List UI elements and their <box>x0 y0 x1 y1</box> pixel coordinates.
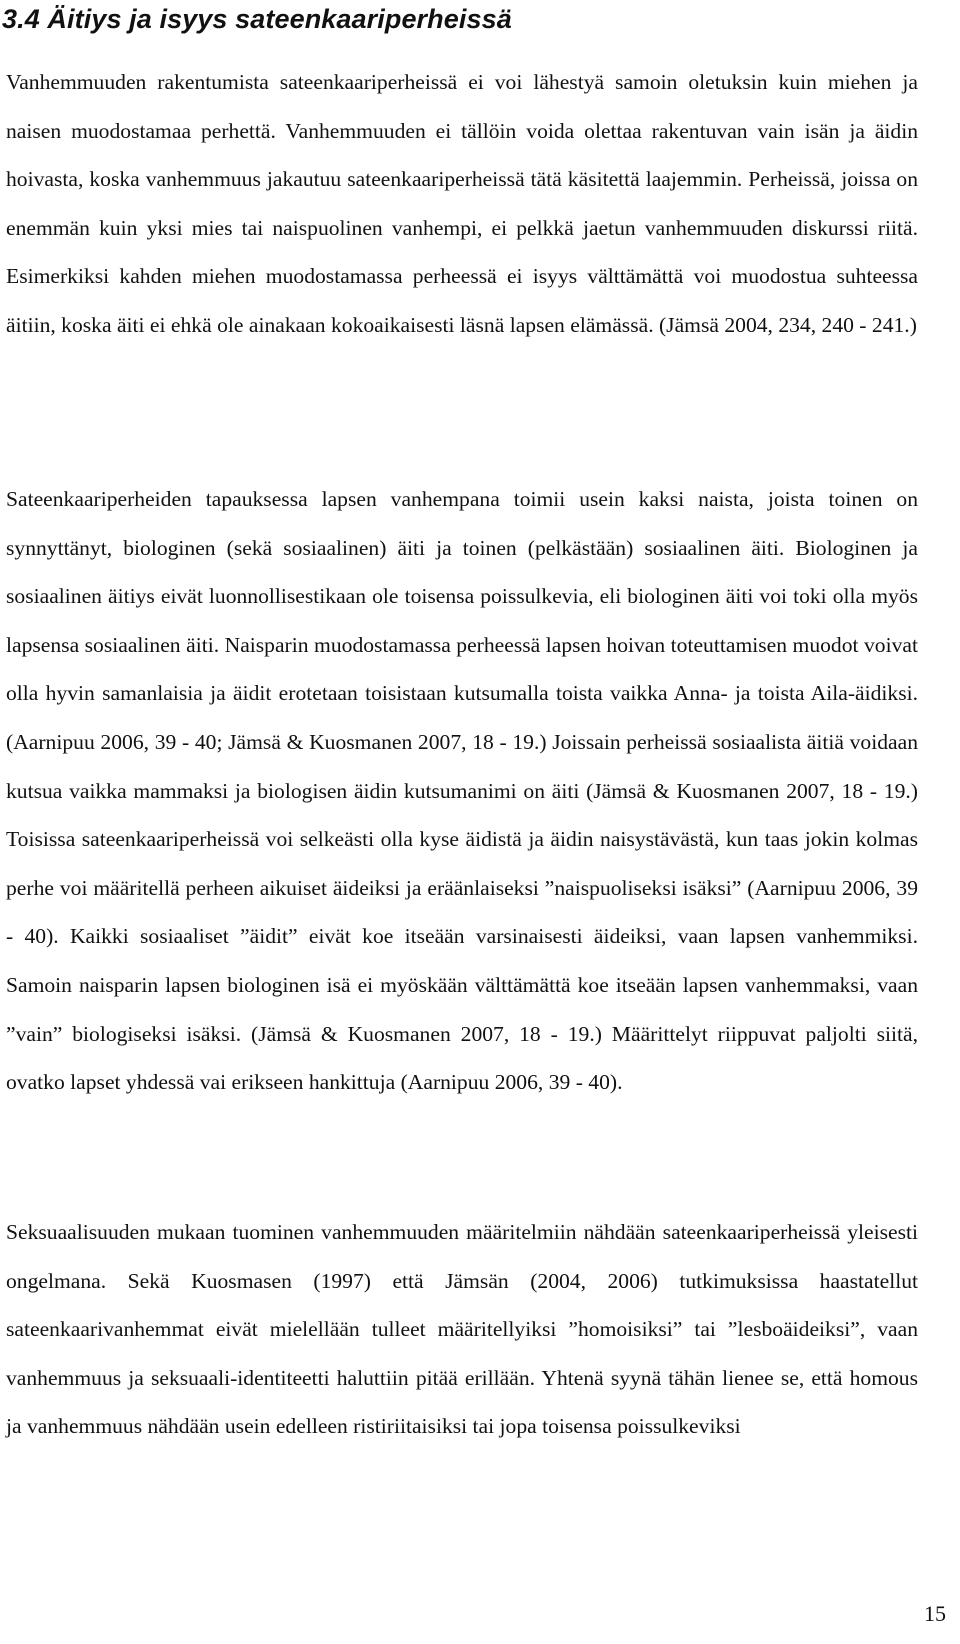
body-paragraph-1: Vanhemmuuden rakentumista sateenkaariperheissä ei voi lähestyä samoin oletuksin kuin miehen ja naisen muodostamaa perhettä. Vanhemmuuden ei tällöin voida olettaa rakentuvan vain isän ja äidin hoivasta, koska vanhemmuus jakautuu sateenkaariperheissä tätä käsitettä laajemmin. Perheissä, joissa on enemmän kuin yksi mies tai naispuolinen vanhempi, ei pelkkä jaetun vanhemmuuden diskurssi riitä. Esimerkiksi kahden miehen muodostamassa perheessä ei isyys välttämättä voi muodostua suhteessa äitiin, koska äiti ei ehkä ole ainakaan kokoaikaisesti läsnä lapsen elämässä. (Jämsä 2004, 234, 240 - 241.) <box>6 70 918 337</box>
body-paragraph-3: Seksuaalisuuden mukaan tuominen vanhemmuuden määritelmiin nähdään sateenkaariperheissä yleisesti ongelmana. Sekä Kuosmasen (1997) että Jämsän (2004, 2006) tutkimuksissa haastatellut sateenkaarivanhemmat eivät mielellään tulleet määritellyiksi ”homoisiksi” tai ”lesboäideiksi”, vaan vanhemmuus ja seksuaali-identiteetti haluttiin pitää erillään. Yhtenä syynä tähän lienee se, että homous ja vanhemmuus nähdään usein edelleen ristiriitaisiksi tai jopa toisensa poissulkeviksi <box>6 1220 918 1439</box>
section-heading: 3.4 Äitiys ja isyys sateenkaariperheissä <box>2 4 512 34</box>
page-number: 15 <box>924 1601 946 1626</box>
body-paragraph-2: Sateenkaariperheiden tapauksessa lapsen vanhempana toimii usein kaksi naista, joista toinen on synnyttänyt, biologinen (sekä sosiaalinen) äiti ja toinen (pelkästään) sosiaalinen äiti. Biologinen ja sosiaalinen äitiys eivät luonnollisestikaan ole toisensa poissulkevia, eli biologinen äiti voi toki olla myös lapsensa sosiaalinen äiti. Naisparin muodostamassa perheessä lapsen hoivan toteuttamisen muodot voivat olla hyvin samanlaisia ja äidit erotetaan toisistaan kutsumalla toista vaikka Anna- ja toista Aila-äidiksi. (Aarnipuu 2006, 39 - 40; Jämsä & Kuosmanen 2007, 18 - 19.) Joissain perheissä sosiaalista äitiä voidaan kutsua vaikka mammaksi ja biologisen äidin kutsumanimi on äiti (Jämsä & Kuosmanen 2007, 18 - 19.) Toisissa sateenkaariperheissä voi selkeästi olla kyse äidistä ja äidin naisystävästä, kun taas jokin kolmas perhe voi määritellä perheen aikuiset äideiksi ja eräänlaiseksi ”naispuoliseksi isäksi” (Aarnipuu 2006, 39 - 40). Kaikki sosiaaliset ”äidit” eivät koe itseään varsinaisesti äideiksi, vaan lapsen vanhemmiksi. Samoin naisparin lapsen biologinen isä ei myöskään välttämättä koe itseään lapsen vanhemmaksi, vaan ”vain” biologiseksi isäksi. (Jämsä & Kuosmanen 2007, 18 - 19.) Määrittelyt riippuvat paljolti siitä, ovatko lapset yhdessä vai erikseen hankittuja (Aarnipuu 2006, 39 - 40). <box>6 487 918 1095</box>
